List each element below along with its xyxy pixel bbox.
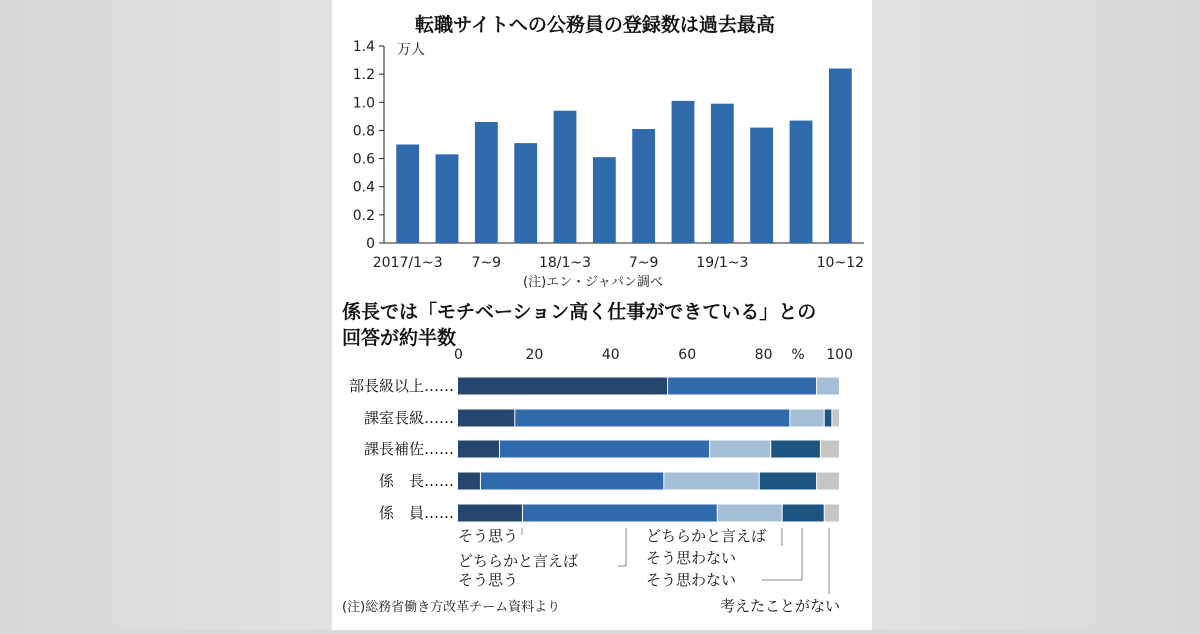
chart2-x-tick-label: 60 bbox=[678, 347, 697, 363]
chart1-y-tick-label: 0 bbox=[366, 236, 375, 252]
chart2-x-tick-label: 40 bbox=[601, 347, 620, 363]
chart1-unit: 万人 bbox=[397, 42, 425, 58]
legend-s3-line2: そう思わない bbox=[646, 549, 737, 567]
chart2-segment bbox=[515, 410, 789, 427]
chart2-segment bbox=[825, 505, 839, 522]
chart1-bar bbox=[514, 143, 537, 243]
chart2-segment bbox=[458, 473, 480, 490]
chart2-title-line1: 係長では「モチベーション高く仕事ができている」との bbox=[342, 301, 817, 323]
legend-s5: 考えたことがない bbox=[720, 597, 841, 615]
chart1-bar bbox=[829, 69, 852, 243]
chart1-bar bbox=[554, 111, 577, 243]
chart1-x-axis bbox=[373, 255, 864, 271]
chart2-segment bbox=[790, 410, 823, 427]
legend-s2-line2: そう思う bbox=[458, 571, 519, 589]
chart1-x-tick-label: 19/1~3 bbox=[696, 255, 749, 271]
chart2-segment bbox=[832, 410, 839, 427]
legend-s2-line1: どちらかと言えば bbox=[458, 552, 579, 570]
chart2-segment bbox=[817, 473, 839, 490]
chart2-segment bbox=[481, 473, 663, 490]
chart2-x-tick-label: 100 bbox=[826, 347, 853, 363]
chart1-bar bbox=[436, 154, 459, 243]
legend-s3-line1: どちらかと言えば bbox=[646, 527, 767, 545]
chart1-bar bbox=[672, 101, 695, 243]
chart2-segment bbox=[458, 505, 522, 522]
chart1-x-tick-label: 18/1~3 bbox=[538, 255, 592, 271]
chart1-x-tick-label: 7~9 bbox=[471, 255, 502, 271]
chart2-note: (注)総務省働き方改革チーム資料より bbox=[342, 600, 561, 615]
chart1-y-tick-label: 0.2 bbox=[352, 207, 375, 224]
chart2-category-label: 部長級以上…… bbox=[348, 377, 454, 395]
chart2-segment bbox=[771, 441, 820, 458]
chart1-y-axis bbox=[353, 39, 384, 252]
chart2-segment bbox=[458, 410, 514, 427]
chart2-category-label: 係 長…… bbox=[378, 472, 454, 490]
chart1-bar bbox=[593, 157, 616, 243]
chart1-y-tick-label: 0.8 bbox=[352, 123, 375, 140]
chart1-bar bbox=[396, 145, 419, 244]
chart1-x-tick-label: 10~12 bbox=[816, 255, 865, 271]
left-background bbox=[0, 0, 332, 630]
chart2-x-tick-label: 80 bbox=[754, 347, 773, 363]
chart1-y-tick-label: 1.2 bbox=[352, 67, 375, 84]
chart2-segment bbox=[718, 505, 782, 522]
chart1-bar bbox=[711, 104, 734, 243]
chart-figure bbox=[332, 0, 872, 630]
chart1-y-tick-label: 0.6 bbox=[352, 151, 375, 168]
chart2-category-label: 係 員…… bbox=[378, 504, 454, 522]
chart2-segment bbox=[825, 410, 832, 427]
chart2-segment bbox=[821, 441, 839, 458]
chart2-segment bbox=[458, 378, 667, 395]
chart1-bar bbox=[790, 121, 813, 243]
chart1-y-tick-label: 0.4 bbox=[352, 179, 375, 196]
chart1-bar bbox=[475, 122, 498, 243]
chart2-segment bbox=[500, 441, 709, 458]
chart1-y-tick-label: 1.4 bbox=[352, 39, 375, 55]
chart1-bar bbox=[632, 129, 655, 243]
chart2-title-line2: 回答が約半数 bbox=[342, 327, 457, 349]
chart2-category-label: 課室長級…… bbox=[363, 409, 454, 427]
chart2-segment bbox=[783, 505, 824, 522]
chart2-segment bbox=[710, 441, 770, 458]
chart1-title: 転職サイトへの公務員の登録数は過去最高 bbox=[415, 14, 775, 36]
chart2-segment bbox=[760, 473, 816, 490]
chart2-segment bbox=[817, 378, 839, 395]
chart2-segment bbox=[458, 441, 499, 458]
chart1-bars bbox=[396, 69, 851, 243]
chart2-unit: % bbox=[791, 347, 805, 363]
chart1-bar bbox=[750, 128, 773, 243]
chart2-rows bbox=[349, 377, 839, 522]
legend-s1: そう思う bbox=[458, 527, 519, 545]
chart1-note: (注)エン・ジャパン調べ bbox=[523, 275, 663, 290]
chart2-x-tick-label: 0 bbox=[454, 347, 463, 363]
chart1-y-tick-label: 1.0 bbox=[352, 95, 375, 112]
chart1-x-tick-label: 7~9 bbox=[628, 255, 659, 271]
chart1-x-tick-label: 2017/1~3 bbox=[372, 255, 443, 271]
legend-s4: そう思わない bbox=[646, 571, 737, 589]
chart2-segment bbox=[668, 378, 816, 395]
chart2-x-tick-label: 20 bbox=[525, 347, 544, 363]
chart2-segment bbox=[664, 473, 759, 490]
chart-panel bbox=[332, 0, 872, 630]
chart2-category-label: 課長補佐…… bbox=[363, 440, 454, 458]
right-background bbox=[872, 0, 1200, 630]
chart2-segment bbox=[523, 505, 717, 522]
